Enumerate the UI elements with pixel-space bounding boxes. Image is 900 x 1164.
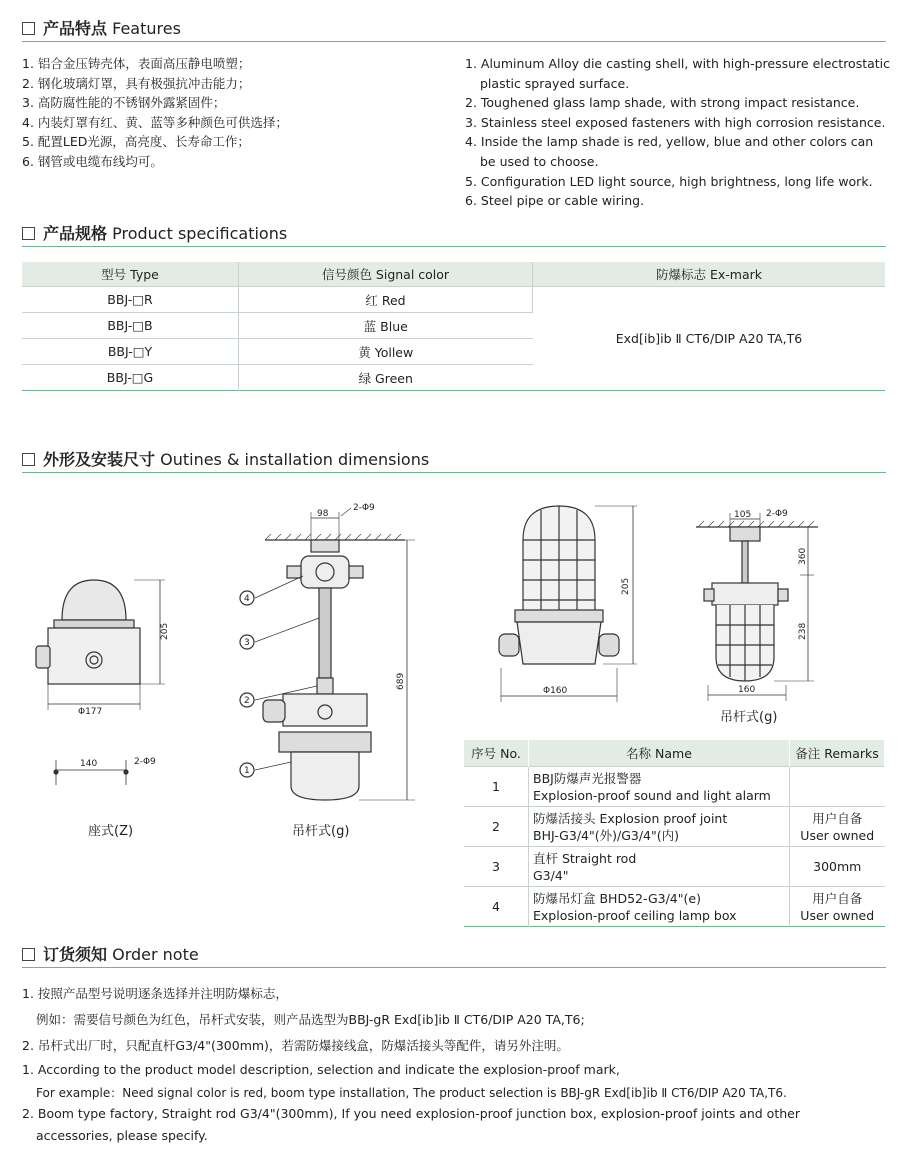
list-item: be used to choose. — [480, 153, 599, 169]
cell-exmark: Exd[ib]ib Ⅱ CT6/DIP A20 TA,T6 — [533, 287, 886, 391]
features-cn-list — [22, 54, 288, 172]
col-header-type: 型号 Type — [22, 262, 239, 287]
list-item: 6. Steel pipe or cable wiring. — [465, 193, 645, 209]
cell-color: 红 Red — [239, 287, 533, 313]
features-en-list — [465, 54, 890, 211]
pendant-height-label: 689 — [396, 672, 406, 690]
cell-remarks: 用户自备 User owned — [790, 807, 885, 847]
callout-4: 4 — [244, 594, 250, 604]
callout-2: 2 — [244, 696, 250, 706]
list-item: 2. 钢化玻璃灯罩，具有极强抗冲击能力； — [22, 75, 251, 91]
order-line: 1. According to the product model description, selection and indicate the explosion-proof mark, — [22, 1062, 620, 1077]
spec-table — [22, 262, 885, 391]
seat-caption: 座式(Z) — [88, 824, 134, 839]
cell-name: 防爆活接头 Explosion proof joint BHJ-G3/4"(外)/G3/4"(内) — [529, 807, 790, 847]
section-divider — [22, 472, 886, 473]
order-heading: 订货须知 Order note — [22, 942, 199, 965]
list-item: 4. 内装灯罩有红、黄、蓝等多种颜色可供选择； — [22, 114, 288, 130]
pendant-holes-label: 2-Φ9 — [353, 503, 375, 513]
checkbox-square-icon — [22, 948, 35, 961]
cell-type: BBJ-□R — [22, 287, 239, 313]
list-item: 3. 高防腐性能的不锈钢外露紧固件； — [22, 95, 226, 111]
cell-remarks: 用户自备 User owned — [790, 887, 885, 927]
cell-type: BBJ-□B — [22, 313, 239, 339]
cell-type: BBJ-□Y — [22, 339, 239, 365]
guarded-lamp-drawing — [495, 500, 645, 705]
table-header-row — [22, 262, 885, 287]
cell-remarks — [790, 767, 885, 807]
pendant-spacing-label: 98 — [317, 509, 329, 519]
checkbox-square-icon — [22, 22, 35, 35]
guarded-pendant-spacing-label: 105 — [734, 510, 752, 520]
list-item: plastic sprayed surface. — [480, 75, 630, 91]
parts-table — [464, 740, 885, 927]
guarded-pendant-drawing — [690, 505, 830, 705]
callout-3: 3 — [244, 638, 250, 648]
cell-color: 绿 Green — [239, 365, 533, 391]
seat-spacing-label: 140 — [80, 759, 98, 769]
guarded-diameter-label: Φ160 — [543, 686, 568, 696]
cell-no: 2 — [464, 807, 529, 847]
table-row — [464, 807, 885, 847]
table-row — [464, 767, 885, 807]
seat-type-drawing — [30, 570, 180, 800]
table-row — [464, 887, 885, 927]
callout-1: 1 — [244, 766, 250, 776]
cell-color: 黄 Yollew — [239, 339, 533, 365]
guarded-pendant-width-label: 160 — [738, 685, 756, 695]
seat-diameter-label: Φ177 — [78, 707, 103, 717]
cell-name: BBJ防爆声光报警器 Explosion-proof sound and light alarm — [529, 767, 790, 807]
checkbox-square-icon — [22, 227, 35, 240]
table-row — [464, 847, 885, 887]
cell-type: BBJ-□G — [22, 365, 239, 391]
seat-height-label: 205 — [160, 622, 170, 640]
pendant-caption: 吊杆式(g) — [292, 824, 350, 839]
guarded-height-label: 205 — [621, 577, 631, 595]
specs-heading: 产品规格 Product specifications — [22, 221, 287, 244]
list-item: 4. Inside the lamp shade is red, yellow, blue and other colors can — [465, 134, 874, 150]
guarded-pendant-height-label: 238 — [798, 622, 808, 640]
order-line: 2. Boom type factory, Straight rod G3/4"(300mm), If you need explosion-proof junction box, explosion-proof joints and other — [22, 1106, 800, 1121]
cell-no: 4 — [464, 887, 529, 927]
cell-remarks: 300mm — [790, 847, 885, 887]
order-line: 例如：需要信号颜色为红色，吊杆式安装，则产品选型为BBJ-gR Exd[ib]ib Ⅱ CT6/DIP A20 TA,T6; — [36, 1012, 585, 1027]
cell-color: 蓝 Blue — [239, 313, 533, 339]
seat-holes-label: 2-Φ9 — [134, 757, 156, 767]
list-item: 5. Configuration LED light source, high brightness, long life work. — [465, 173, 873, 189]
order-line: 1. 按照产品型号说明逐条选择并注明防爆标志， — [22, 986, 288, 1001]
section-divider — [22, 967, 886, 968]
order-line: For example：Need signal color is red, boom type installation, The product selection is BBJ-gR Exd[ib]ib Ⅱ CT6/DIP A20 TA,T6. — [36, 1086, 787, 1100]
list-item: 2. Toughened glass lamp shade, with strong impact resistance. — [465, 95, 860, 111]
cell-name: 防爆吊灯盒 BHD52-G3/4"(e) Explosion-proof ceiling lamp box — [529, 887, 790, 927]
list-item: 6. 钢管或电缆布线均可。 — [22, 153, 163, 169]
col-header-exmark: 防爆标志 Ex-mark — [533, 262, 886, 287]
list-item: 5. 配置LED光源，高亮度、长寿命工作； — [22, 134, 250, 150]
features-heading: 产品特点 Features — [22, 16, 181, 39]
list-item: 3. Stainless steel exposed fasteners with high corrosion resistance. — [465, 114, 886, 130]
col-header-remarks: 备注 Remarks — [790, 740, 885, 767]
section-divider — [22, 41, 886, 42]
cell-no: 1 — [464, 767, 529, 807]
table-header-row — [464, 740, 885, 767]
cell-no: 3 — [464, 847, 529, 887]
guarded-pendant-caption: 吊杆式(g) — [720, 710, 778, 725]
checkbox-square-icon — [22, 453, 35, 466]
col-header-color: 信号颜色 Signal color — [239, 262, 533, 287]
col-header-no: 序号 No. — [464, 740, 529, 767]
col-header-name: 名称 Name — [529, 740, 790, 767]
list-item: 1. Aluminum Alloy die casting shell, with high-pressure electrostatic — [465, 56, 891, 71]
guarded-pendant-rod-label: 360 — [798, 547, 808, 565]
order-line: 2. 吊杆式出厂时，只配直杆G3/4"(300mm)，若需防爆接线盒，防爆活接头等配件，请另外注明。 — [22, 1038, 569, 1053]
list-item: 1. 铝合金压铸壳体，表面高压静电喷塑； — [22, 56, 251, 71]
order-line: accessories, please specify. — [36, 1128, 208, 1143]
section-divider — [22, 246, 886, 247]
cell-name: 直杆 Straight rod G3/4" — [529, 847, 790, 887]
dimensions-heading: 外形及安装尺寸 Outines & installation dimensions — [22, 447, 429, 470]
guarded-pendant-holes-label: 2-Φ9 — [766, 509, 788, 519]
pendant-type-drawing — [235, 500, 420, 810]
table-row — [22, 287, 885, 313]
